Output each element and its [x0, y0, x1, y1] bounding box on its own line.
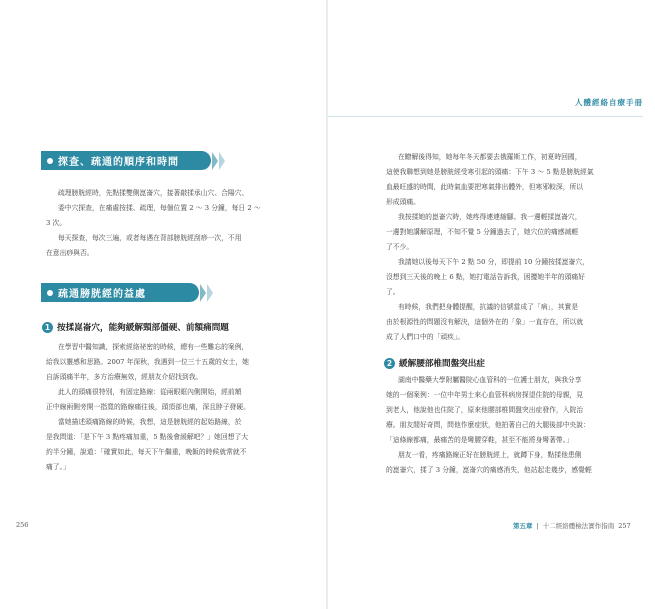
arrow-chevrons-icon — [191, 283, 213, 302]
text-line: 一邊對她講解原理，不知不覺 5 分鐘過去了，她穴位的痛感減輕 — [386, 228, 579, 236]
text-line: 當她描述頭痛路線的時候，我想，這是膀胱經的起始路線，於 — [58, 418, 242, 426]
text-line: 朋友一看，疼痛路線正好在膀胱經上，就蹲下身，點揉他患側 — [398, 451, 582, 459]
bullet-dot-icon — [47, 290, 53, 296]
text-line: 自訴頭痛半年，多方治療無效，經朋友介紹找到我。 — [46, 373, 203, 381]
paragraph — [386, 210, 630, 255]
text-line: 痛了。」 — [46, 463, 70, 471]
text-line: 有時候，我們把身體提醒，抗議的信號當成了「病」，其實是 — [398, 303, 579, 311]
text-line: 到老人，他說他也住院了，原來他腰部椎間盤突出症發作，入院治 — [386, 406, 584, 414]
text-line: 在意出痧與否。 — [46, 249, 94, 257]
subheading-2 — [384, 357, 485, 369]
text-line: 在學習中醫知識，探索經絡祕密的時候，總有一些難忘的案例， — [58, 343, 249, 351]
section-header-benefits — [41, 283, 199, 302]
text-line: 成了人們口中的「頑疾」。 — [386, 333, 465, 341]
header-rule — [328, 116, 643, 117]
paragraph — [386, 150, 630, 210]
text-line: 約半分鐘，說道：「確實如此，每天下午繼重，晚飯的時候就常就不 — [46, 448, 247, 456]
paragraph — [386, 255, 630, 300]
page-footer — [513, 521, 631, 530]
paragraph — [46, 186, 276, 231]
footer-separator: | — [536, 521, 539, 530]
text-line: 沒想到三天後的晚上 6 點，她打電話告訴我，困擾她半年的頭痛好 — [386, 273, 585, 281]
paragraph — [46, 340, 276, 385]
text-line: 她的一個案例：一位中年男士來心血管科病房探望住院的母親，見 — [386, 391, 584, 399]
right-page — [328, 0, 655, 609]
section-header-order-time — [41, 151, 211, 170]
subheading-title: 按揉崑崙穴，能夠緩解頸部僵硬、前額痛問題 — [57, 323, 229, 333]
text-line: 3 次。 — [46, 219, 67, 227]
paragraph — [46, 231, 276, 261]
text-line: 了不少。 — [386, 243, 414, 251]
text-line: 湖南中醫藥大學附屬醫院心血管科的一位護士朋友，與我分享 — [398, 376, 582, 384]
text-line: 由於根源性的問題沒有解決，這個外在的「象」一直存在，所以就 — [386, 318, 584, 326]
chapter-subtitle: 十二經絡體檢法實作指南 — [542, 522, 615, 530]
paragraph — [386, 373, 630, 448]
section-title: 疏通膀胱經的益處 — [58, 289, 146, 300]
page-number: 256 — [16, 521, 29, 529]
text-line: 委中穴探查，在痛處按揉、疏理，每個位置 2 ～ 3 分鐘，每日 2 ～ — [58, 204, 261, 212]
text-line: 「這條線都痛，最痛苦的是彎腰穿鞋，甚至不能將身彎著帶。」 — [386, 436, 573, 444]
number-badge: 1 — [42, 322, 53, 333]
text-line: 我按揉她的崑崙穴時，她疼得連連縮腳。我一邊輕揉崑崙穴， — [398, 213, 582, 221]
paragraph — [46, 385, 276, 415]
subheading-1 — [42, 321, 229, 333]
text-line: 疏理膀胱經時，先點揉雙側崑崙穴，接著敲揉承山穴、合陽穴、 — [58, 189, 249, 197]
arrow-chevrons-icon — [203, 151, 225, 170]
page-number: 257 — [618, 521, 631, 530]
text-line: 在瞭解後得知，她每年冬天都要去俄羅斯工作，初夏時回國， — [398, 153, 582, 161]
text-line: 每天探查，每次三遍，或者每遇在背部膀胱經刮痧一次，不用 — [58, 234, 242, 242]
text-line: 形成頭痛。 — [386, 198, 420, 206]
text-line: 正中線兩側旁開一指寬的路線痛往後，頭頂部也痛，深且脖子發硬。 — [46, 403, 250, 411]
subheading-title: 緩解腰部椎間盤突出症 — [399, 359, 485, 369]
section-title: 探查、疏通的順序和時間 — [58, 157, 179, 168]
text-line: 這使我聯想到她是膀胱經受寒引起的頭痛：下午 3 ～ 5 點是膀胱經氣 — [386, 168, 594, 176]
text-line: 給我以靈感和思路。2007 年深秋，我遇到一位三十五歲的女士，她 — [46, 358, 249, 366]
text-line: 的崑崙穴，揉了 3 分鐘，崑崙穴的痛感消失，他站起走幾步，感覺輕 — [386, 466, 592, 474]
text-line: 療。朋友閒好奇問，問他作麼症狀，他拍著自己的大腿後部中央說： — [386, 421, 590, 429]
text-line: 血最旺盛的時間，此時氣血要把寒氣排出體外，但寒邪較深，所以 — [386, 183, 584, 191]
text-line: 我請她以後每天下午 2 點 50 分，即提前 10 分鐘按揉崑崙穴， — [398, 258, 589, 266]
paragraph — [46, 415, 276, 475]
text-line: 此人的頭痛很特別，有固定路線：從兩眼眶內側開始，經前額 — [58, 388, 242, 396]
text-line: 是我問道：「是下午 3 點疼痛加重，5 點後會緩解吧？」她回想了大 — [46, 433, 249, 441]
number-badge: 2 — [384, 358, 395, 369]
left-page — [0, 0, 327, 609]
text-line: 了。 — [386, 288, 400, 296]
chapter-label: 第五章 — [513, 522, 533, 530]
paragraph — [386, 300, 630, 345]
paragraph — [386, 448, 630, 478]
bullet-dot-icon — [47, 158, 53, 164]
running-head: 人體經絡自療手冊 — [575, 98, 643, 107]
